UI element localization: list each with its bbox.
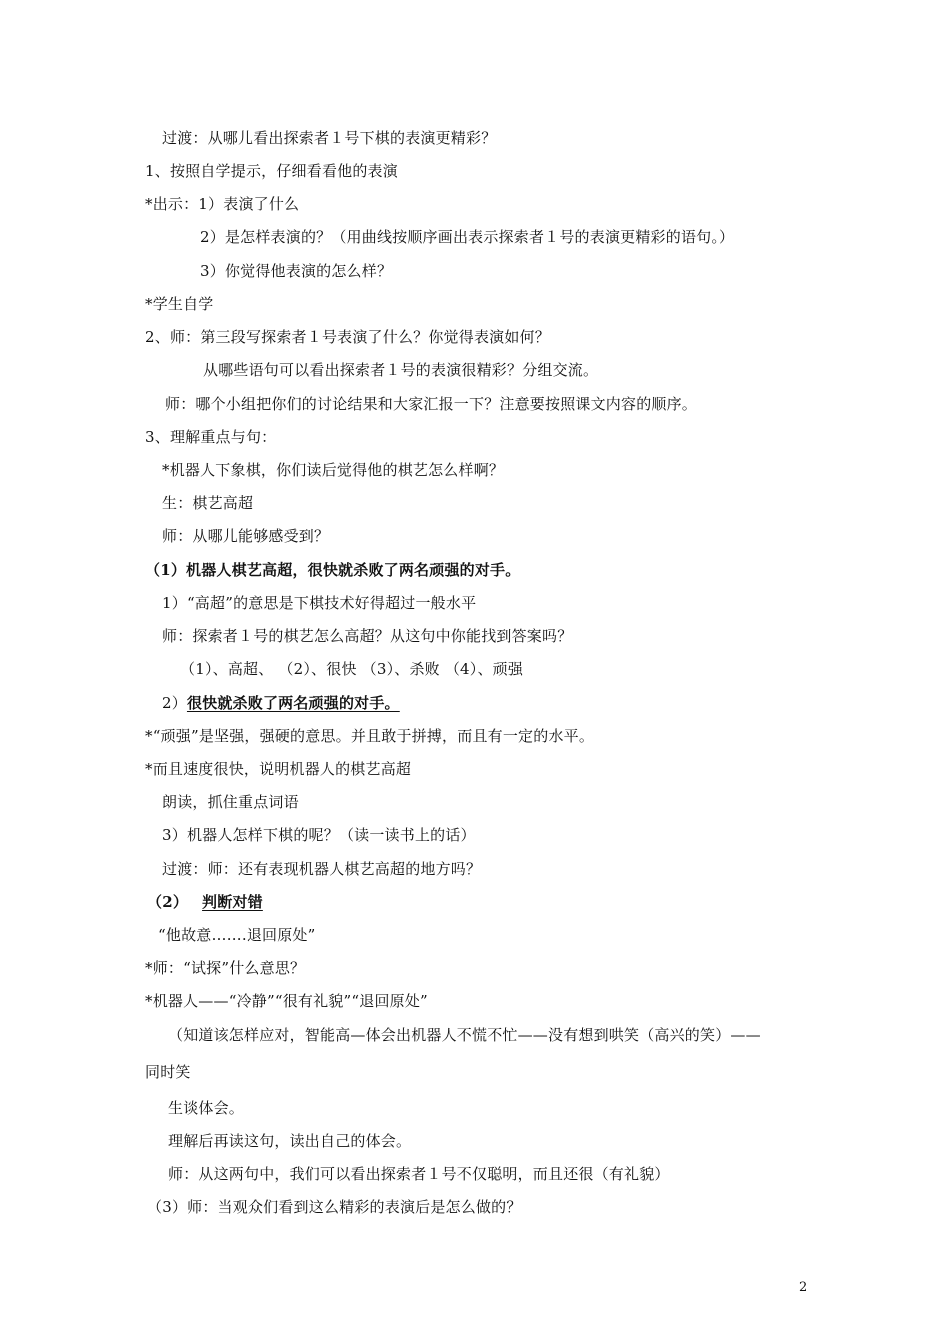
section-2-heading xyxy=(147,892,263,912)
analysis-note: （知道该怎样应对，智能高—体会出机器人不慌不忙——没有想到哄笑（高兴的笑）—— xyxy=(168,1026,761,1044)
robot-keywords: *机器人——“冷静”“很有礼貌”“退回原处” xyxy=(145,992,428,1010)
shitan-question: *师：“试探”什么意思？ xyxy=(145,959,306,977)
speed-note: *而且速度很快，说明机器人的棋艺高超 xyxy=(145,760,412,778)
page-number: 2 xyxy=(799,1280,808,1295)
step-3-heading: 3、理解重点与句： xyxy=(145,428,277,446)
student-experience: 生谈体会。 xyxy=(168,1099,245,1117)
show-prompt: *出示：1）表演了什么 xyxy=(145,195,300,213)
group-discussion: 从哪些语句可以看出探索者１号的表演很精彩？分组交流。 xyxy=(203,361,599,379)
point-3: 3）机器人怎样下棋的呢？（读一读书上的话） xyxy=(162,826,476,844)
analysis-note-continued: 同时笑 xyxy=(145,1063,191,1081)
transition-question: 过渡：从哪儿看出探索者１号下棋的表演更精彩？ xyxy=(162,129,497,147)
wanqiang-meaning: *“顽强”是坚强，强硬的意思。并且敢于拼搏，而且有一定的水平。 xyxy=(145,727,595,745)
teacher-question: 师：从哪儿能够感受到？ xyxy=(162,527,330,545)
section-3-question: （3）师：当观众们看到这么精彩的表演后是怎么做的？ xyxy=(147,1198,522,1216)
step-1-heading: 1、按照自学提示，仔细看看他的表演 xyxy=(145,162,398,180)
key-sentence-1: （1）机器人棋艺高超，很快就杀败了两名顽强的对手。 xyxy=(145,561,521,579)
skill-question: 师：探索者１号的棋艺怎么高超？从这句中你能找到答案吗？ xyxy=(162,627,573,645)
keyword-list: （1）、高超、 （2）、很快 （3）、杀败 （4）、顽强 xyxy=(180,660,524,678)
chess-question: *机器人下象棋，你们读后觉得他的棋艺怎么样啊？ xyxy=(162,461,505,479)
point-2-number: 2） xyxy=(162,694,187,712)
prompt-item-3: 3）你觉得他表演的怎么样？ xyxy=(200,262,393,280)
prompt-item-2: 2）是怎样表演的？（用曲线按顺序画出表示探索者１号的表演更精彩的语句。） xyxy=(200,228,735,246)
point-2 xyxy=(162,693,400,713)
quoted-sentence: “他故意…….退回原处” xyxy=(158,926,316,944)
self-study: *学生自学 xyxy=(145,295,214,313)
point-2-sentence: 很快就杀败了两名顽强的对手。 xyxy=(186,694,400,712)
gaochao-meaning: 1）“高超”的意思是下棋技术好得超过一般水平 xyxy=(162,594,477,612)
student-answer: 生：棋艺高超 xyxy=(162,494,254,512)
step-2-heading: 2、师：第三段写探索者１号表演了什么？你觉得表演如何？ xyxy=(145,328,550,346)
section-2-number: （2） xyxy=(147,893,189,911)
teacher-report-prompt: 师：哪个小组把你们的讨论结果和大家汇报一下？注意要按照课文内容的顺序。 xyxy=(165,395,698,413)
teacher-summary: 师：从这两句中，我们可以看出探索者１号不仅聪明，而且还很（有礼貌） xyxy=(168,1165,670,1183)
reread-instruction: 理解后再读这句，读出自己的体会。 xyxy=(168,1132,412,1150)
read-aloud: 朗读，抓住重点词语 xyxy=(162,793,299,811)
section-2-title: 判断对错 xyxy=(202,893,263,911)
transition-2: 过渡：师：还有表现机器人棋艺高超的地方吗？ xyxy=(162,860,482,878)
